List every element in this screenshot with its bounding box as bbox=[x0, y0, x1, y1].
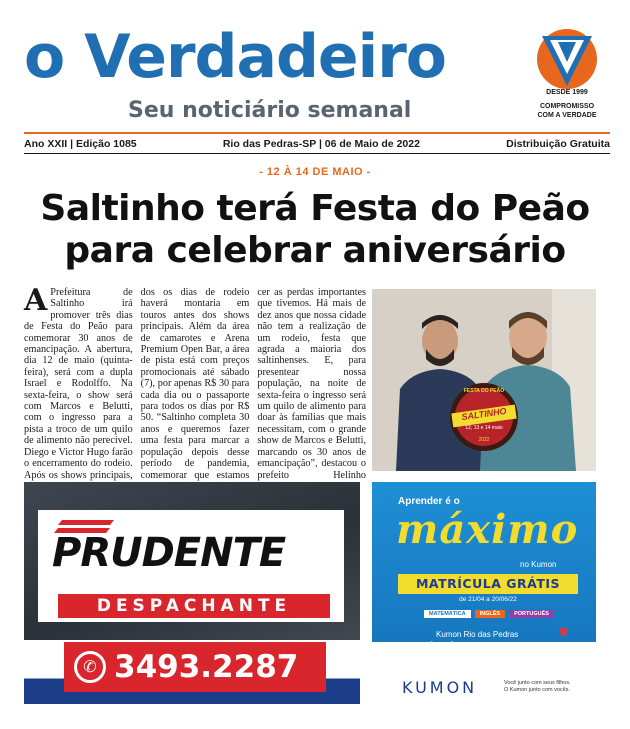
ad-prudente-subtitle: DESPACHANTE bbox=[58, 594, 330, 618]
kumon-enrollment-banner: MATRÍCULA GRÁTIS bbox=[398, 574, 578, 594]
kumon-tag-math: MATEMÁTICA bbox=[424, 610, 471, 618]
sign-main-text: SALTINHO bbox=[460, 405, 508, 423]
ad-prudente-phone-box bbox=[64, 642, 326, 692]
kumon-dates: de 21/04 a 20/06/22 bbox=[459, 596, 517, 603]
article-headline bbox=[0, 188, 630, 272]
logo-motto bbox=[522, 102, 612, 120]
kumon-headline: máximo bbox=[396, 506, 579, 553]
logo-since: DESDE 1999 bbox=[546, 89, 588, 96]
kumon-logo: KUMON bbox=[402, 678, 478, 697]
ad-prudente-despachante[interactable] bbox=[24, 482, 360, 704]
logo-motto-line2: COM A VERDADE bbox=[537, 112, 597, 119]
kumon-unit-name: Kumon Rio das Pedras bbox=[436, 630, 519, 639]
kumon-tag-english: INGLÊS bbox=[475, 610, 505, 618]
article-column-3: cer as perdas importantes que tivemos. Há mais de dez anos que nossa cidade não tem a realização de um rodeio, festa que agrada a maioria dos saltinhenses. E, para presentear nossa população, na noite de sexta-feira o ingresso será um quilo de alimento para doar às famílias que mais necessitam, com o grande show de Marcos e Belutti, marcando os 30 anos de emancipação”, destacou o prefeito Helinho bbox=[257, 287, 367, 481]
article-column-2: dos os dias de rodeio haverá montaria em touros antes dos shows principais. Além da área de camarotes e Arena Premium Open Bar, a área de pista está com preços promocionais até sábado (7), por apenas R$ 30 para cada dia ou o passaporte para todos os dias por R$ 50. “Saltinho completa 30 anos e queremos fazer uma festa para marcar a população depois desse período de pandemia, comemorar que estamos bbox=[140, 287, 250, 481]
logo-motto-line1: COMPROMISSO bbox=[539, 103, 595, 110]
kumon-subject-tags bbox=[394, 610, 584, 618]
headline-line1: Saltinho terá Festa do Peão bbox=[40, 188, 590, 229]
sign-year-text: 2022 bbox=[478, 437, 490, 443]
kumon-slogan-line1: Você junto com seus filhos. bbox=[504, 680, 571, 686]
article-body bbox=[24, 283, 367, 481]
ad-kumon[interactable] bbox=[372, 482, 596, 704]
masthead bbox=[24, 20, 610, 132]
kumon-address: Rua João Batista de Aguiar, 447. Rio das Pedras bbox=[451, 656, 592, 663]
sign-dates-text: 12, 13 e 14 maio bbox=[465, 425, 503, 431]
ad-prudente-phone: 3493.2287 bbox=[114, 649, 299, 685]
edition-info-bar bbox=[24, 132, 610, 154]
phone-icon: ✆ bbox=[74, 651, 106, 683]
kumon-tag-portuguese: PORTUGUÊS bbox=[509, 610, 554, 618]
kumon-phone: (19) 99471-0013 bbox=[428, 640, 540, 654]
kumon-kicker: Aprender é o bbox=[398, 496, 460, 507]
headline-line2: para celebrar aniversário bbox=[64, 230, 566, 271]
kumon-slogan-line2: O Kumon junto com vocês. bbox=[504, 687, 571, 693]
article-column-1 bbox=[24, 283, 133, 481]
article-photo bbox=[372, 289, 596, 471]
sign-top-text: FESTA DO PEÃO bbox=[463, 388, 505, 394]
v-logo-icon bbox=[536, 28, 598, 90]
newspaper-title: o Verdadeiro bbox=[24, 22, 447, 92]
article-dropcap: A bbox=[24, 283, 48, 318]
heart-icon: ♥ bbox=[558, 622, 569, 642]
ad-prudente-brand: PRUDENTE bbox=[52, 530, 286, 576]
article-kicker: - 12 À 14 DE MAIO - bbox=[259, 166, 371, 178]
newspaper-tagline: Seu noticiário semanal bbox=[128, 98, 412, 123]
photo-illustration bbox=[372, 289, 596, 471]
location-date: Rio das Pedras-SP | 06 de Maio de 2022 bbox=[222, 137, 420, 150]
article-column-1-text: Prefeitura de Saltinho irá promover três dias de Festa do Peão para comemorar 30 anos de emancipação. A abertura, dia 12 de maio (quinta-feira), será com a dupla Israel e Rodolffo. Na sexta-feira, o show será com Marcos e Belutti, com o ingresso para a pista a troco de um quilo de alimento não perecível. Diego e Victor Hugo farão o encerramento do rodeio. Após os shows principais, bbox=[24, 287, 133, 481]
edition-number: Ano XXII | Edição 1085 bbox=[24, 137, 137, 150]
distribution-note: Distribuição Gratuita bbox=[506, 137, 610, 150]
kumon-brand-small: no Kumon bbox=[520, 560, 557, 569]
kumon-slogan bbox=[504, 680, 592, 694]
